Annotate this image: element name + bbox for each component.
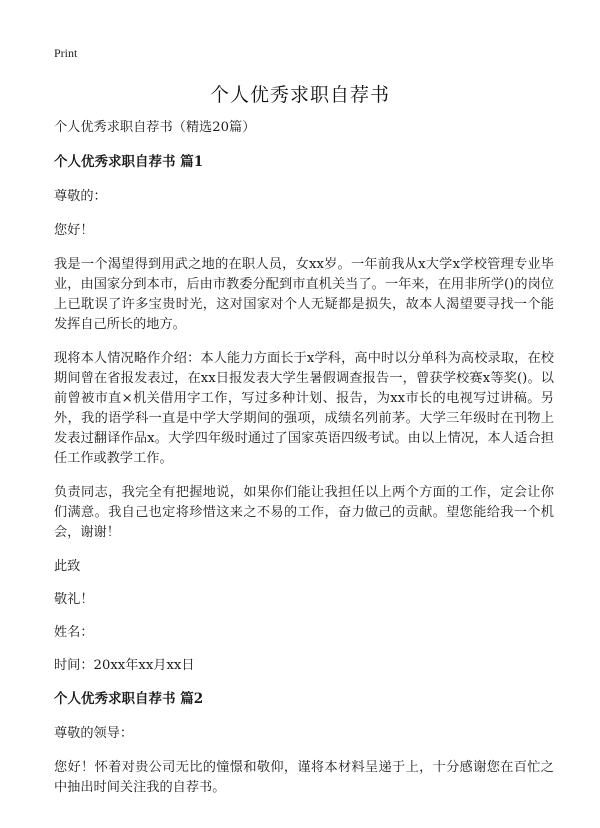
salutation: 尊敬的： — [54, 189, 107, 204]
signature-date: 时间：20xx年xx月xx日 — [54, 658, 195, 673]
body-paragraph: 负责同志，我完全有把握地说，如果你们能让我担任以上两个方面的工作，定会让你们满意。我自己也定将珍惜这来之不易的工作，奋力做己的贡献。望您能给我一个机会，谢谢！ — [54, 485, 554, 540]
body-paragraph: 您好！怀着对贵公司无比的憧憬和敬仰，谨将本材料呈递于上，十分感谢您在百忙之中抽出时间关注我的自荐书。 — [54, 760, 554, 795]
salutation: 尊敬的领导： — [54, 726, 134, 741]
print-link[interactable]: Print — [54, 46, 78, 60]
signature-name: 姓名： — [54, 625, 94, 640]
document-body — [54, 118, 554, 812]
body-paragraph: 现将本人情况略作介绍：本人能力方面长于x学科，高中时以分单科为高校录取，在校期间曾在省报发表过，在xx日报发表大学生暑假调查报告一，曾获学校赛x等奖()。以前曾被市直×机关借用字工作，写过多种计划、报告，为xx市长的电视写过讲稿。另外，我的语学科一直是中学大学期间的强项，成绩名列前茅。大学三年级时在刊物上发表过翻译作品x。大学四年级时通过了国家英语四级考试。由以上情况，本人适合担任工作或教学工作。 — [54, 351, 554, 466]
document-subtitle: 个人优秀求职自荐书（精选20篇） — [54, 120, 256, 135]
document-title: 个人优秀求职自荐书 — [209, 84, 390, 106]
section-heading: 个人优秀求职自荐书 篇2 — [54, 691, 204, 707]
body-paragraph: 我是一个渴望得到用武之地的在职人员，女xx岁。一年前我从x大学x学校管理专业毕业，由国家分到本市，后由市教委分配到市直机关当了。一年来，在用非所学()的岗位上已耽误了许多宝贵时光，这对国家对个人无疑都是损失，故本人渴望要寻找一个能发挥自己所长的地方。 — [54, 257, 554, 332]
closing-line: 此致 — [54, 559, 81, 574]
closing-regards: 敬礼！ — [54, 592, 94, 607]
section-heading: 个人优秀求职自荐书 篇1 — [54, 154, 204, 170]
greeting: 您好！ — [54, 223, 94, 238]
